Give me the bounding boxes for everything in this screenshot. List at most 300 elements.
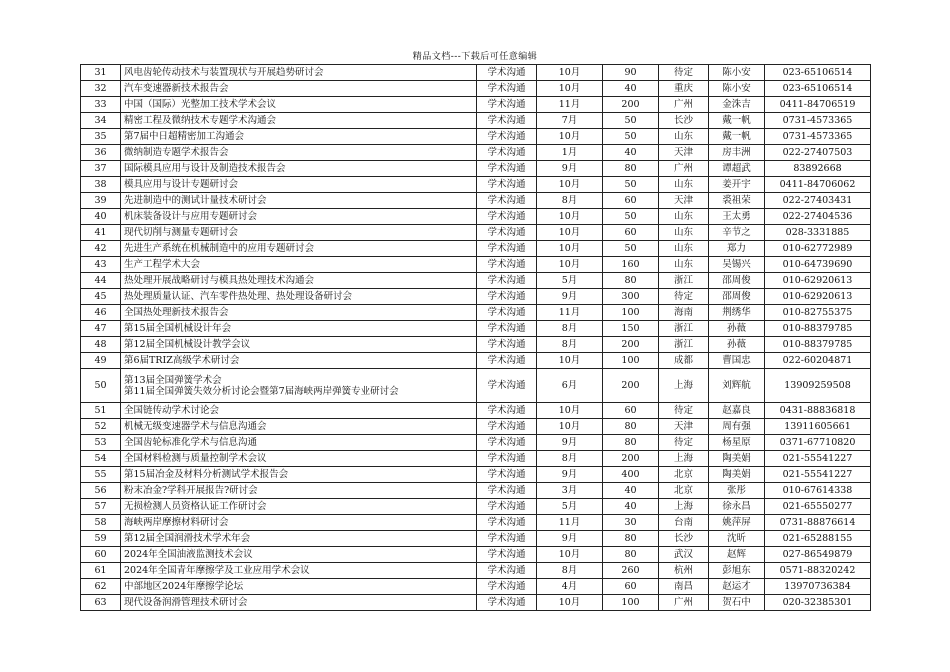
row-number: 54 [81,451,121,467]
attendee-count: 260 [603,563,659,579]
conference-name-line: 微纳制造专题学术报告会 [124,147,229,158]
row-number: 58 [81,515,121,531]
table-row [81,483,871,499]
row-number: 36 [81,145,121,161]
attendee-count: 200 [603,369,659,403]
conference-location: 成都 [659,353,709,369]
conference-location: 待定 [659,435,709,451]
contact-person: 荆绣华 [709,305,765,321]
contact-phone: 023-65106514 [765,81,871,97]
attendee-count: 50 [603,177,659,193]
contact-person: 吴锡兴 [709,257,765,273]
row-number: 46 [81,305,121,321]
table-row [81,563,871,579]
contact-person: 姚萍屏 [709,515,765,531]
conference-month: 10月 [537,225,603,241]
contact-phone: 010-82755375 [765,305,871,321]
conference-type: 学术沟通 [477,145,537,161]
table-row [81,161,871,177]
row-number: 57 [81,499,121,515]
conference-month: 5月 [537,499,603,515]
row-number: 45 [81,289,121,305]
conference-type: 学术沟通 [477,579,537,595]
contact-person: 彭旭东 [709,563,765,579]
contact-phone: 0411-84706062 [765,177,871,193]
contact-phone: 028-3331885 [765,225,871,241]
conference-name [121,595,477,611]
contact-phone: 023-65106514 [765,65,871,81]
contact-phone: 010-62920613 [765,289,871,305]
conference-type: 学术沟通 [477,241,537,257]
conference-name [121,241,477,257]
conference-location: 山东 [659,225,709,241]
conference-name-line: 先进生产系统在机械制造中的应用专题研讨会 [124,243,315,254]
table-row [81,595,871,611]
conference-month: 4月 [537,579,603,595]
conference-name [121,161,477,177]
conference-name-line: 生产工程学术大会 [124,259,201,270]
conference-name [121,113,477,129]
contact-phone: 021-65550277 [765,499,871,515]
conference-location: 南昌 [659,579,709,595]
contact-phone: 021-55541227 [765,451,871,467]
conference-name [121,483,477,499]
row-number: 44 [81,273,121,289]
contact-person: 邵周俊 [709,289,765,305]
conference-type: 学术沟通 [477,225,537,241]
row-number: 32 [81,81,121,97]
attendee-count: 40 [603,499,659,515]
table-row [81,515,871,531]
contact-person: 谭超武 [709,161,765,177]
conference-name-line: 热处理质量认证、汽车零件热处理、热处理设备研讨会 [124,291,353,302]
conference-location: 待定 [659,289,709,305]
conference-month: 9月 [537,467,603,483]
conference-month: 9月 [537,435,603,451]
conference-month: 10月 [537,419,603,435]
attendee-count: 30 [603,515,659,531]
conference-type: 学术沟通 [477,113,537,129]
row-number: 59 [81,531,121,547]
row-number: 52 [81,419,121,435]
conference-name-line: 全国齿轮标准化学术与信息沟通 [124,437,258,448]
table-body [81,65,871,611]
conference-month: 10月 [537,547,603,563]
contact-person: 郑力 [709,241,765,257]
conference-name-line: 第13届全国弹簧学术会 [124,374,222,386]
attendee-count: 80 [603,435,659,451]
contact-phone: 021-55541227 [765,467,871,483]
contact-person: 徐永昌 [709,499,765,515]
contact-person: 裘祖荣 [709,193,765,209]
table-row [81,241,871,257]
contact-phone: 022-27404536 [765,209,871,225]
conference-month: 10月 [537,209,603,225]
attendee-count: 200 [603,451,659,467]
conference-name-line: 2024年全国油液监测技术会议 [124,549,253,560]
attendee-count: 400 [603,467,659,483]
contact-phone: 13909259508 [765,369,871,403]
conference-name-line: 无损检测人员资格认证工作研讨会 [124,501,267,512]
conference-name-line: 全国链传动学术讨论会 [124,405,220,416]
conference-month: 9月 [537,531,603,547]
conference-location: 山东 [659,129,709,145]
attendee-count: 50 [603,241,659,257]
conference-name-line: 机械无级变速器学术与信息沟通会 [124,421,267,432]
attendee-count: 80 [603,531,659,547]
conference-name-line: 2024年全国青年摩擦学及工业应用学术会议 [124,565,310,576]
conference-location: 天津 [659,419,709,435]
table-row [81,579,871,595]
conference-name [121,515,477,531]
conference-month: 11月 [537,97,603,113]
table-row [81,435,871,451]
attendee-count: 60 [603,225,659,241]
conference-name-line: 精密工程及微纳技术专题学术沟通会 [124,115,277,126]
attendee-count: 100 [603,595,659,611]
conference-name-line: 第15届冶金及材料分析测试学术报告会 [124,469,289,480]
contact-person: 陈小安 [709,81,765,97]
contact-phone: 0431-88836818 [765,403,871,419]
contact-person: 曹国忠 [709,353,765,369]
contact-person: 邵周俊 [709,273,765,289]
conference-type: 学术沟通 [477,209,537,225]
conference-name [121,531,477,547]
conference-type: 学术沟通 [477,129,537,145]
conference-type: 学术沟通 [477,515,537,531]
attendee-count: 100 [603,353,659,369]
conference-month: 10月 [537,65,603,81]
conference-location: 山东 [659,209,709,225]
contact-phone: 010-64739690 [765,257,871,273]
conference-location: 山东 [659,257,709,273]
contact-person: 刘辉航 [709,369,765,403]
contact-person: 金洙吉 [709,97,765,113]
conference-location: 广州 [659,595,709,611]
row-number: 53 [81,435,121,451]
conference-location: 广州 [659,161,709,177]
conference-type: 学术沟通 [477,65,537,81]
conference-location: 上海 [659,499,709,515]
conference-month: 10月 [537,177,603,193]
conference-name [121,499,477,515]
conference-location: 长沙 [659,531,709,547]
conference-name-line: 第12届全国润滑技术学术年会 [124,533,251,544]
conference-name [121,467,477,483]
row-number: 43 [81,257,121,273]
conference-type: 学术沟通 [477,499,537,515]
conference-month: 1月 [537,145,603,161]
table-row [81,467,871,483]
contact-person: 王太勇 [709,209,765,225]
conference-name-line: 第6届TRIZ高级学术研讨会 [124,355,240,366]
conference-month: 10月 [537,81,603,97]
contact-phone: 010-62772989 [765,241,871,257]
row-number: 39 [81,193,121,209]
conference-name [121,305,477,321]
conference-table [80,64,871,611]
conference-location: 北京 [659,483,709,499]
conference-type: 学术沟通 [477,193,537,209]
contact-person: 戴一帆 [709,129,765,145]
conference-month: 9月 [537,289,603,305]
contact-phone: 021-65288155 [765,531,871,547]
row-number: 62 [81,579,121,595]
contact-phone: 010-62920613 [765,273,871,289]
conference-month: 9月 [537,161,603,177]
conference-month: 8月 [537,451,603,467]
conference-name [121,177,477,193]
attendee-count: 50 [603,113,659,129]
conference-type: 学术沟通 [477,595,537,611]
conference-location: 浙江 [659,273,709,289]
conference-type: 学术沟通 [477,435,537,451]
table-row [81,97,871,113]
conference-type: 学术沟通 [477,451,537,467]
contact-person: 张彤 [709,483,765,499]
conference-name-line: 第15届全国机械设计年会 [124,323,232,334]
conference-name-line: 现代设备润滑管理技术研讨会 [124,597,248,608]
attendee-count: 40 [603,145,659,161]
conference-type: 学术沟通 [477,419,537,435]
contact-person: 戴一帆 [709,113,765,129]
conference-name [121,419,477,435]
contact-phone: 13911605661 [765,419,871,435]
conference-name-line: 海峡两岸摩擦材料研讨会 [124,517,229,528]
conference-name [121,65,477,81]
table-row [81,305,871,321]
conference-type: 学术沟通 [477,81,537,97]
contact-person: 陶美娟 [709,467,765,483]
table-row [81,129,871,145]
contact-phone: 0371-67710820 [765,435,871,451]
conference-location: 浙江 [659,321,709,337]
attendee-count: 300 [603,289,659,305]
contact-phone: 0731-4573365 [765,129,871,145]
table-row [81,289,871,305]
conference-type: 学术沟通 [477,353,537,369]
attendee-count: 200 [603,97,659,113]
conference-name [121,403,477,419]
conference-name-line: 现代切削与测量专题研讨会 [124,227,239,238]
table-row [81,225,871,241]
attendee-count: 50 [603,209,659,225]
contact-person: 孙薇 [709,321,765,337]
row-number: 35 [81,129,121,145]
conference-type: 学术沟通 [477,305,537,321]
contact-phone: 010-88379785 [765,337,871,353]
row-number: 33 [81,97,121,113]
attendee-count: 60 [603,193,659,209]
conference-month: 10月 [537,595,603,611]
conference-location: 上海 [659,369,709,403]
row-number: 49 [81,353,121,369]
row-number: 63 [81,595,121,611]
conference-name [121,81,477,97]
row-number: 50 [81,369,121,403]
conference-location: 上海 [659,451,709,467]
conference-month: 8月 [537,193,603,209]
conference-name [121,209,477,225]
conference-name [121,353,477,369]
conference-name [121,257,477,273]
conference-name-line: 模具应用与设计专题研讨会 [124,179,239,190]
conference-month: 10月 [537,257,603,273]
conference-name-line: 国际模具应用与设计及制造技术报告会 [124,163,286,174]
conference-month: 8月 [537,321,603,337]
contact-person: 赵嘉良 [709,403,765,419]
attendee-count: 150 [603,321,659,337]
attendee-count: 80 [603,161,659,177]
conference-month: 10月 [537,129,603,145]
contact-person: 姜开宇 [709,177,765,193]
attendee-count: 80 [603,273,659,289]
attendee-count: 200 [603,337,659,353]
table-row [81,419,871,435]
conference-location: 广州 [659,97,709,113]
row-number: 51 [81,403,121,419]
row-number: 47 [81,321,121,337]
conference-location: 杭州 [659,563,709,579]
conference-name [121,129,477,145]
row-number: 56 [81,483,121,499]
conference-name [121,289,477,305]
row-number: 38 [81,177,121,193]
conference-name [121,321,477,337]
conference-type: 学术沟通 [477,531,537,547]
table-row [81,337,871,353]
conference-name-line: 中部地区2024年摩擦学论坛 [124,581,244,592]
contact-phone: 022-27407503 [765,145,871,161]
contact-person: 贺石中 [709,595,765,611]
conference-name-line: 第12届全国机械设计教学会议 [124,339,251,350]
contact-phone: 022-27403431 [765,193,871,209]
row-number: 37 [81,161,121,177]
conference-name [121,145,477,161]
conference-name-line: 全国材料检测与质量控制学术会议 [124,453,267,464]
conference-type: 学术沟通 [477,97,537,113]
conference-name [121,547,477,563]
row-number: 61 [81,563,121,579]
conference-location: 北京 [659,467,709,483]
table-row [81,547,871,563]
contact-person: 赵运才 [709,579,765,595]
conference-name-line: 汽车变速器新技术报告会 [124,83,229,94]
conference-type: 学术沟通 [477,403,537,419]
table-row [81,145,871,161]
conference-name-line: 机床装备设计与应用专题研讨会 [124,211,258,222]
table-row [81,403,871,419]
contact-phone: 0731-4573365 [765,113,871,129]
attendee-count: 160 [603,257,659,273]
conference-type: 学术沟通 [477,547,537,563]
conference-name-line: 先进制造中的测试计量技术研讨会 [124,195,267,206]
table-row [81,81,871,97]
conference-name-line: 全国热处理新技术报告会 [124,307,229,318]
contact-phone: 0731-88876614 [765,515,871,531]
table-row [81,273,871,289]
conference-name [121,451,477,467]
attendee-count: 60 [603,403,659,419]
conference-type: 学术沟通 [477,289,537,305]
conference-name [121,337,477,353]
contact-person: 赵辉 [709,547,765,563]
row-number: 60 [81,547,121,563]
conference-location: 长沙 [659,113,709,129]
contact-person: 陶美娟 [709,451,765,467]
conference-type: 学术沟通 [477,369,537,403]
row-number: 42 [81,241,121,257]
attendee-count: 60 [603,579,659,595]
conference-location: 待定 [659,65,709,81]
contact-phone: 0571-88320242 [765,563,871,579]
conference-location: 武汉 [659,547,709,563]
conference-name-line: 粉末冶金?学科开展报告?研讨会 [124,485,258,496]
conference-month: 5月 [537,273,603,289]
conference-name-line: 第11届全国弹簧失效分析讨论会暨第7届海峡两岸弹簧专业研讨会 [124,385,399,397]
contact-phone: 020-32385301 [765,595,871,611]
conference-location: 天津 [659,145,709,161]
row-number: 31 [81,65,121,81]
conference-month: 10月 [537,403,603,419]
table-row [81,177,871,193]
table-row [81,113,871,129]
table-row [81,353,871,369]
conference-month: 11月 [537,515,603,531]
contact-person: 房丰洲 [709,145,765,161]
attendee-count: 40 [603,81,659,97]
conference-name-line: 第7届中日超精密加工沟通会 [124,131,245,142]
table-row [81,193,871,209]
conference-name-line: 热处理开展战略研讨与模具热处理技术沟通会 [124,275,315,286]
attendee-count: 90 [603,65,659,81]
conference-type: 学术沟通 [477,273,537,289]
conference-type: 学术沟通 [477,483,537,499]
row-number: 34 [81,113,121,129]
table-row [81,499,871,515]
conference-type: 学术沟通 [477,161,537,177]
table-row [81,369,871,403]
conference-month: 7月 [537,113,603,129]
conference-name-line: 中国（国际）光整加工技术学术会议 [124,99,277,110]
conference-location: 浙江 [659,337,709,353]
contact-person: 沈昕 [709,531,765,547]
conference-type: 学术沟通 [477,177,537,193]
table-row [81,451,871,467]
conference-location: 台南 [659,515,709,531]
contact-person: 孙薇 [709,337,765,353]
conference-month: 10月 [537,241,603,257]
conference-name [121,97,477,113]
attendee-count: 100 [603,305,659,321]
contact-person: 陈小安 [709,65,765,81]
conference-location: 山东 [659,177,709,193]
row-number: 48 [81,337,121,353]
conference-location: 待定 [659,403,709,419]
conference-type: 学术沟通 [477,563,537,579]
conference-name [121,193,477,209]
conference-location: 天津 [659,193,709,209]
table-row [81,209,871,225]
contact-person: 辛节之 [709,225,765,241]
contact-phone: 022-60204871 [765,353,871,369]
contact-phone: 027-86549879 [765,547,871,563]
conference-month: 10月 [537,353,603,369]
row-number: 55 [81,467,121,483]
conference-month: 11月 [537,305,603,321]
conference-name [121,225,477,241]
row-number: 41 [81,225,121,241]
